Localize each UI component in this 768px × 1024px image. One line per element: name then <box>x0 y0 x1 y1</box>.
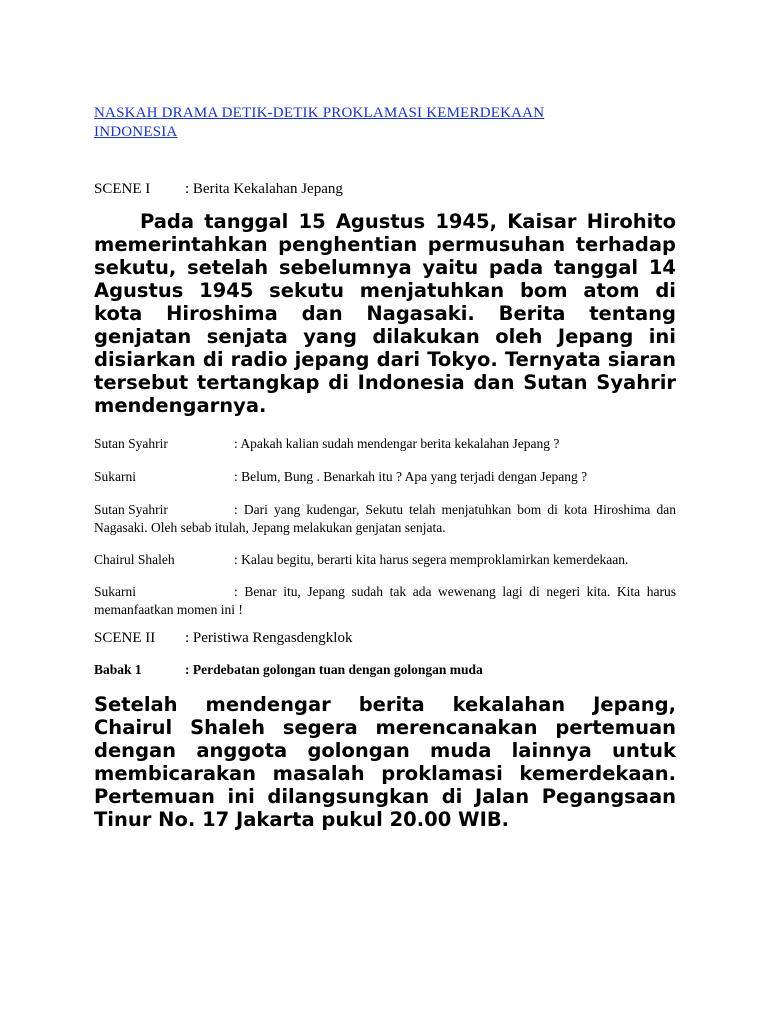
dialogue-text: : Apakah kalian sudah mendengar berita kekalahan Jepang ? <box>234 436 560 451</box>
scene-2-title: : Peristiwa Rengasdengklok <box>185 630 353 646</box>
dialogue-line <box>94 435 676 453</box>
dialogue-speaker: Chairul Shaleh <box>94 552 175 567</box>
title-line-2: INDONESIA <box>94 124 178 140</box>
dialogue-speaker: Sutan Syahrir <box>94 436 168 451</box>
document-title <box>94 104 676 142</box>
dialogue-line <box>94 551 676 569</box>
scene-1-label: SCENE I <box>94 181 151 197</box>
dialogue-line <box>94 501 676 537</box>
babak-1-label: Babak 1 <box>94 662 142 677</box>
dialogue-speaker: Sukarni <box>94 584 136 599</box>
scene-1-heading <box>94 180 676 199</box>
dialogue-line <box>94 468 676 486</box>
scene-2-heading <box>94 629 676 648</box>
dialogue-line <box>94 583 676 619</box>
scene-2-narration: Setelah mendengar berita kekalahan Jepang, Chairul Shaleh segera merencanakan pertemuan dengan anggota golongan muda lainnya untuk membicarakan masalah proklamasi kemerdekaan. Pertemuan ini dilangsungkan di Jalan Pegangsaan Tinur No. 17 Jakarta pukul 20.00 WIB. <box>94 693 676 831</box>
dialogue-speaker: Sukarni <box>94 469 136 484</box>
scene-1-title: : Berita Kekalahan Jepang <box>185 181 343 197</box>
dialogue-speaker: Sutan Syahrir <box>94 502 168 517</box>
babak-1-title: : Perdebatan golongan tuan dengan golongan muda <box>185 662 483 677</box>
document-page <box>94 104 676 831</box>
babak-1-heading <box>94 661 676 679</box>
scene-1-narration: Pada tanggal 15 Agustus 1945, Kaisar Hirohito memerintahkan penghentian permusuhan terhadap sekutu, setelah sebelumnya yaitu pada tanggal 14 Agustus 1945 sekutu menjatuhkan bom atom di kota Hiroshima dan Nagasaki. Berita tentang genjatan senjata yang dilakukan oleh Jepang ini disiarkan di radio jepang dari Tokyo. Ternyata siaran tersebut tertangkap di Indonesia dan Sutan Syahrir mendengarnya. <box>94 210 676 417</box>
scene-2-label: SCENE II <box>94 630 156 646</box>
dialogue-text: : Belum, Bung . Benarkah itu ? Apa yang terjadi dengan Jepang ? <box>234 469 588 484</box>
dialogue-text: : Kalau begitu, berarti kita harus segera memproklamirkan kemerdekaan. <box>234 552 629 567</box>
title-line-1: NASKAH DRAMA DETIK-DETIK PROKLAMASI KEMERDEKAAN <box>94 105 545 121</box>
dialogue-text: : Dari yang kudengar, Sekutu telah menjatuhkan bom di kota Hiroshima dan Nagasaki. Oleh sebab itulah, Jepang melakukan genjatan senjata. <box>94 502 676 535</box>
dialogue-text: : Benar itu, Jepang sudah tak ada wewenang lagi di negeri kita. Kita harus memanfaatkan momen ini ! <box>94 584 676 617</box>
